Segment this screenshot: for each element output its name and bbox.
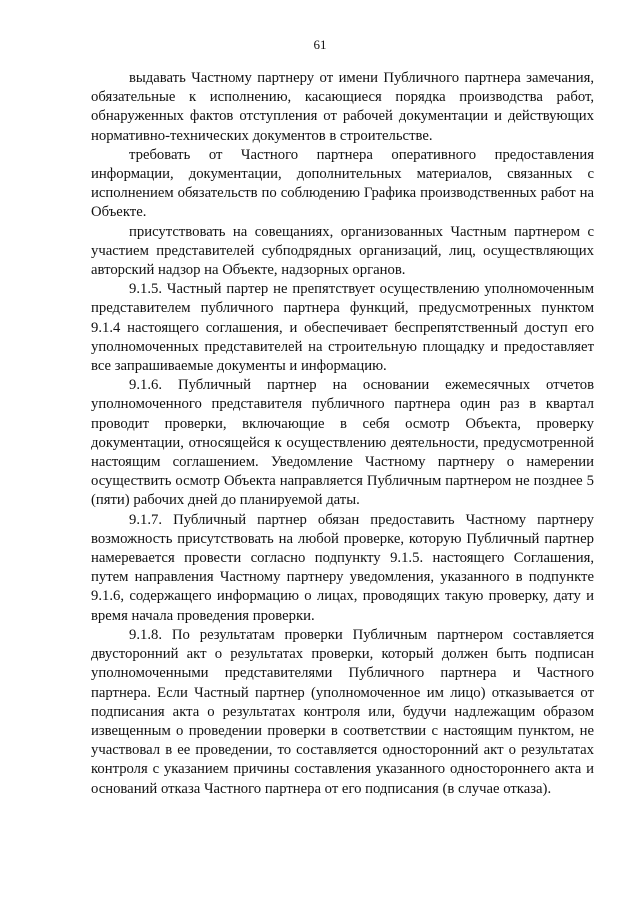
paragraph-9-1-7: 9.1.7. Публичный партнер обязан предоставить Частному партнеру возможность присутствовать на любой проверке, которую Публичный партнер намеревается провести согласно подпункту 9.1.5. настоящего Соглашения, путем направления Частному партнеру уведомления, указанного в подпункте 9.1.6, содержащего информацию о лицах, проводящих такую проверку, дату и время начала проведения проверки. — [91, 511, 594, 624]
paragraph-attend-meetings: присутствовать на совещаниях, организованных Частным партнером с участием представителей субподрядных организаций, лиц, осуществляющих авторский надзор на Объекте, надзорных органов. — [91, 223, 594, 279]
paragraph-9-1-8: 9.1.8. По результатам проверки Публичным партнером составляется двусторонний акт о результатах проверки, который должен быть подписан уполномоченными представителями Публичного партнера и Частного партнера. Если Частный партнер (уполномоченное им лицо) отказывается от подписания акта о результатах контроля или, будучи надлежащим образом извещенным о проведении проверки в соответствии с настоящим пунктом, не участвовал в ее проведении, то составляется односторонний акт о результатах контроля с указанием причины составления указанного одностороннего акта и оснований отказа Частного партнера от его подписания (в случае отказа). — [91, 626, 594, 797]
paragraph-remarks: выдавать Частному партнеру от имени Публичного партнера замечания, обязательные к исполнению, касающиеся порядка производства работ, обнаруженных фактов отступления от рабочей документации и действующих нормативно-технических документов в строительстве. — [91, 70, 594, 144]
paragraph-9-1-5: 9.1.5. Частный партер не препятствует осуществлению уполномоченным представителем публичного партнера функций, предусмотренных пунктом 9.1.4 настоящего соглашения, и обеспечивает беспрепятственный доступ его уполномоченных представителей на строительную площадку и предоставляет все запрашиваемые документы и информацию. — [91, 281, 594, 375]
document-body — [91, 69, 594, 799]
paragraph-9-1-6: 9.1.6. Публичный партнер на основании ежемесячных отчетов уполномоченного представителя публичного партнера один раз в квартал проводит проверки, включающие в себя осмотр Объекта, проверку документации, относящейся к осуществлению деятельности, предусмотренной настоящим соглашением. Уведомление Частному партнеру о намерении осуществить осмотр Объекта направляется Публичным партнером не позднее 5 (пяти) рабочих дней до планируемой даты. — [91, 377, 594, 509]
paragraph-request-info: требовать от Частного партнера оперативного предоставления информации, документации, дополнительных материалов, связанных с исполнением обязательств по соблюдению Графика производственных работ на Объекте. — [91, 146, 594, 221]
page-number: 61 — [313, 37, 327, 52]
